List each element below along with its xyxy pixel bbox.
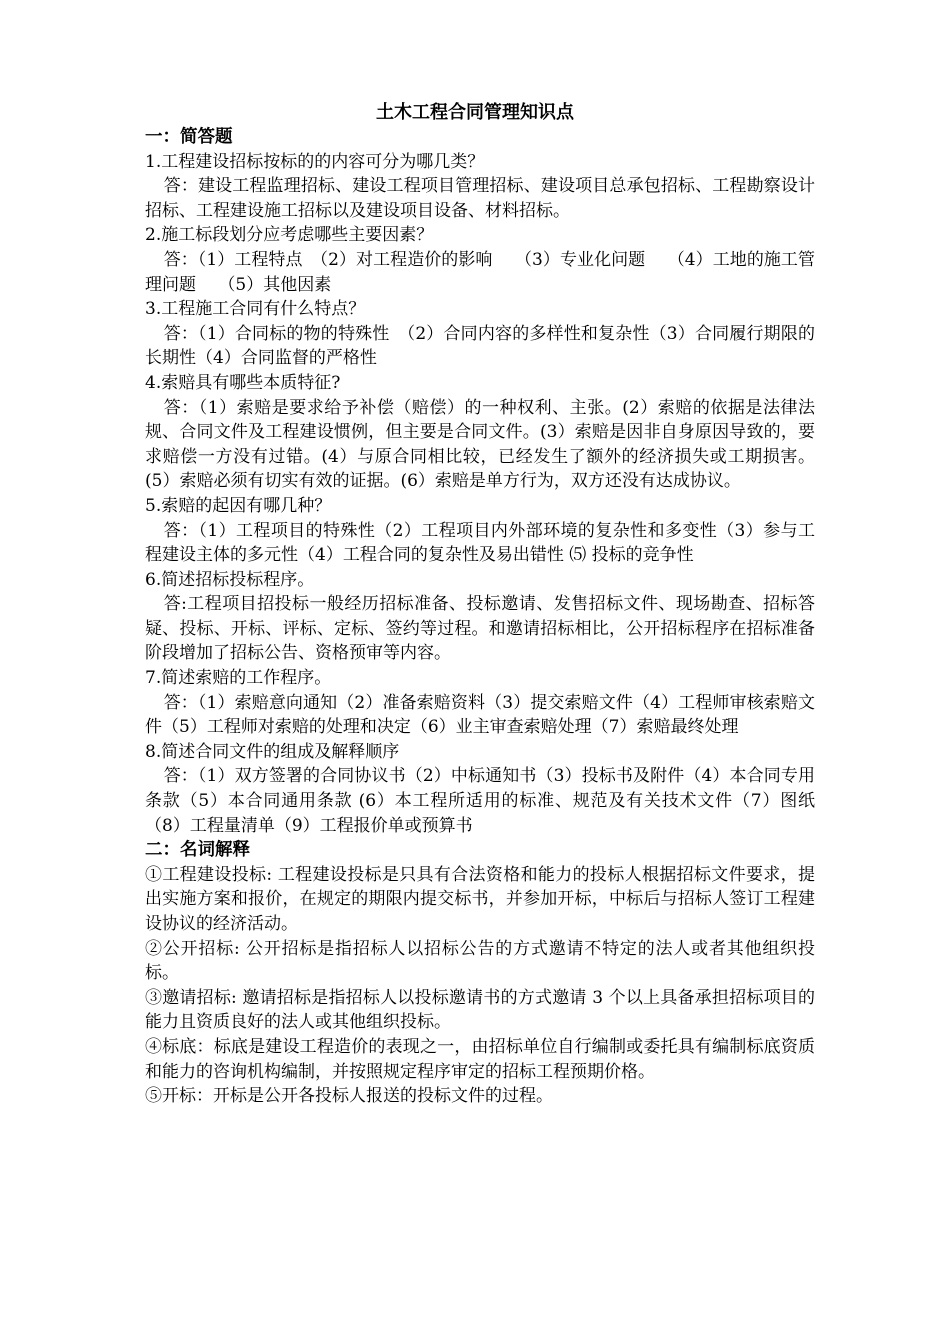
answer: 答：（1）索赔是要求给予补偿（赔偿）的一种权利、主张。(2）索赔的依据是法律法规、合同文件及工程建设惯例，但主要是合同文件。(3）索赔是因非自身原因导致的，要求赔偿一方没有过错。(4）与原合同相比较，已经发生了额外的经济损失或工期损害。(5）索赔必须有切实有效的证据。(6）索赔是单方行为，双方还没有达成协议。 — [145, 397, 815, 492]
answer: 答：（1）双方签署的合同协议书（2）中标通知书（3）投标书及附件（4）本合同专用条款（5）本合同通用条款 (6）本工程所适用的标准、规范及有关技术文件（7）图纸（8）工程量清单（9）工程报价单或预算书 — [145, 766, 815, 836]
answer: 答：（1）索赔意向通知（2）准备索赔资料（3）提交索赔文件（4）工程师审核索赔文件（5）工程师对索赔的处理和决定（6）业主审查索赔处理（7）索赔最终处理 — [145, 692, 815, 738]
definition: ⑤开标：开标是公开各投标人报送的投标文件的过程。 — [145, 1086, 553, 1107]
document-body — [145, 125, 815, 1109]
definition: ③邀请招标: 邀请招标是指招标人以投标邀请书的方式邀请 3 个以上具备承担招标项目的能力且资质良好的法人或其他组织投标。 — [145, 987, 815, 1033]
section-heading: 二：名词解释 — [145, 840, 250, 861]
question: 5.索赔的起因有哪几种？ — [145, 495, 332, 516]
answer: 答：（1）工程特点 （2）对工程造价的影响 （3）专业化问题 （4）工地的施工管理问题 （5）其他因素 — [145, 249, 815, 295]
question: 3.工程施工合同有什么特点？ — [145, 299, 366, 320]
definition: ①工程建设投标: 工程建设投标是只具有合法资格和能力的投标人根据招标文件要求，提出实施方案和报价，在规定的期限内提交标书，并参加开标，中标后与招标人签订工程建设协议的经济活动。 — [145, 864, 815, 934]
answer: 答：建设工程监理招标、建设工程项目管理招标、建设项目总承包招标、工程勘察设计招标、工程建设施工招标以及建设项目设备、材料招标。 — [145, 176, 815, 221]
question: 6.简述招标投标程序。 — [145, 569, 315, 590]
definition: ④标底：标底是建设工程造价的表现之一，由招标单位自行编制或委托具有编制标底资质和能力的咨询机构编制，并按照规定程序审定的招标工程预期价格。 — [145, 1036, 815, 1082]
question: 4.索赔具有哪些本质特征? — [145, 372, 341, 393]
question: 8.简述合同文件的组成及解释顺序 — [145, 741, 400, 762]
definition: ②公开招标: 公开招标是指招标人以招标公告的方式邀请不特定的法人或者其他组织投标。 — [145, 938, 815, 984]
answer: 答：（1）工程项目的特殊性（2）工程项目内外部环境的复杂性和多变性（3）参与工程建设主体的多元性（4）工程合同的复杂性及易出错性 ⑸ 投标的竞争性 — [145, 520, 815, 566]
document-title: 土木工程合同管理知识点 — [376, 102, 574, 123]
answer: 答:工程项目招投标一般经历招标准备、投标邀请、发售招标文件、现场勘查、招标答疑、投标、开标、评标、定标、签约等过程。和邀请招标相比，公开招标程序在招标准备阶段增加了招标公告、资格预审等内容。 — [145, 594, 815, 664]
question: 1.工程建设招标按标的的内容可分为哪几类？ — [145, 151, 485, 172]
question: 2.施工标段划分应考虑哪些主要因素？ — [145, 225, 434, 246]
section-heading: 一：简答题 — [145, 127, 233, 147]
answer: 答：（1）合同标的物的特殊性 （2）合同内容的多样性和复杂性（3）合同履行期限的长期性（4）合同监督的严格性 — [145, 323, 815, 369]
question: 7.简述索赔的工作程序。 — [145, 668, 332, 689]
